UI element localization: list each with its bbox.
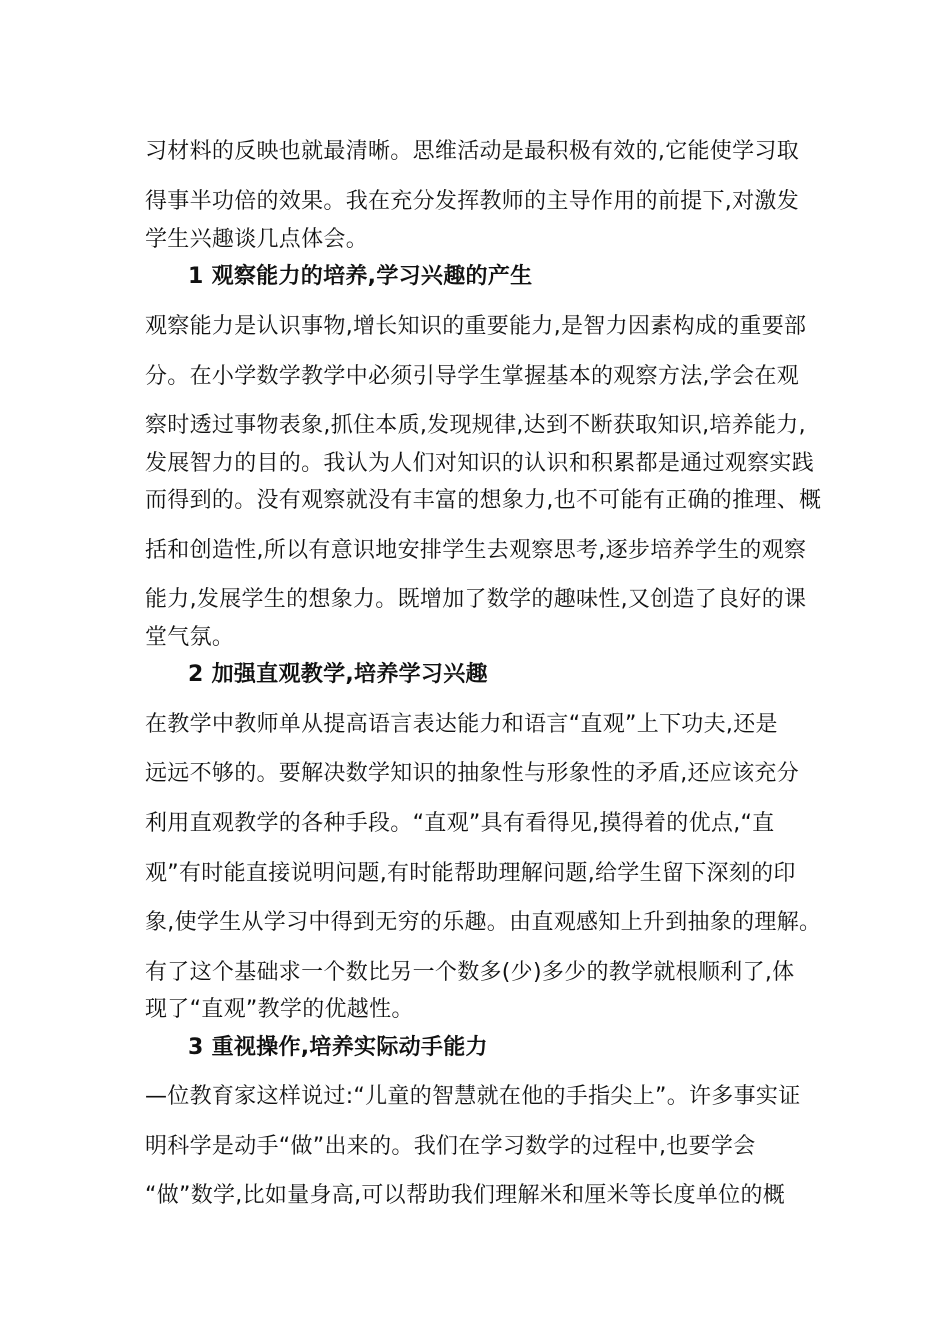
- paragraph-line: 利用直观教学的各种手段。“直观”具有看得见,摸得着的优点,“直: [145, 811, 775, 836]
- paragraph-line: 明科学是动手“做”出来的。我们在学习数学的过程中,也要学会: [145, 1134, 756, 1159]
- paragraph-line: 习材料的反映也就最清晰。思维活动是最积极有效的,它能使学习取: [145, 139, 799, 164]
- paragraph-line: 分。在小学数学教学中必须引导学生掌握基本的观察方法,学会在观: [145, 364, 799, 389]
- paragraph-line: 括和创造性,所以有意识地安排学生去观察思考,逐步培养学生的观察: [145, 538, 807, 563]
- paragraph-line: 有了这个基础求一个数比另一个数多(少)多少的教学就根顺利了,体: [145, 960, 795, 985]
- paragraph-line: —位教育家这样说过:“儿童的智慧就在他的手指尖上”。许多事实证: [145, 1084, 801, 1109]
- paragraph-line: 堂气氛。: [145, 625, 235, 650]
- paragraph-line: 能力,发展学生的想象力。既增加了数学的趣味性,又创造了良好的课: [145, 587, 807, 612]
- paragraph-line: 发展智力的目的。我认为人们对知识的认识和积累都是通过观察实践: [145, 451, 815, 476]
- paragraph-line: “做”数学,比如量身高,可以帮助我们理解米和厘米等长度单位的概: [145, 1183, 786, 1208]
- paragraph-line: 在教学中教师单从提高语言表达能力和语言“直观”上下功夫,还是: [145, 712, 778, 737]
- section-heading-1: 1 观察能力的培养,学习兴趣的产生: [188, 264, 533, 289]
- paragraph-line: 现了“直观”教学的优越性。: [145, 997, 414, 1022]
- paragraph-line: 得事半功倍的效果。我在充分发挥教师的主导作用的前提下,对激发: [145, 189, 799, 214]
- paragraph-line: 观察能力是认识事物,增长知识的重要能力,是智力因素构成的重要部: [145, 314, 807, 339]
- section-heading-3: 3 重视操作,培养实际动手能力: [188, 1035, 488, 1060]
- section-heading-2: 2 加强直观教学,培养学习兴趣: [188, 662, 488, 687]
- paragraph-line: 学生兴趣谈几点体会。: [145, 227, 369, 252]
- paragraph-line: 远远不够的。要解决数学知识的抽象性与形象性的矛盾,还应该充分: [145, 761, 799, 786]
- paragraph-line: 而得到的。没有观察就没有丰富的想象力,也不可能有正确的推理、概: [145, 488, 822, 513]
- paragraph-line: 象,使学生从学习中得到无穷的乐趣。由直观感知上升到抽象的理解。: [145, 910, 822, 935]
- paragraph-line: 观”有时能直接说明问题,有时能帮助理解问题,给学生留下深刻的印: [145, 861, 796, 886]
- paragraph-line: 察时透过事物表象,抓住本质,发现规律,达到不断获取知识,培养能力,: [145, 413, 806, 438]
